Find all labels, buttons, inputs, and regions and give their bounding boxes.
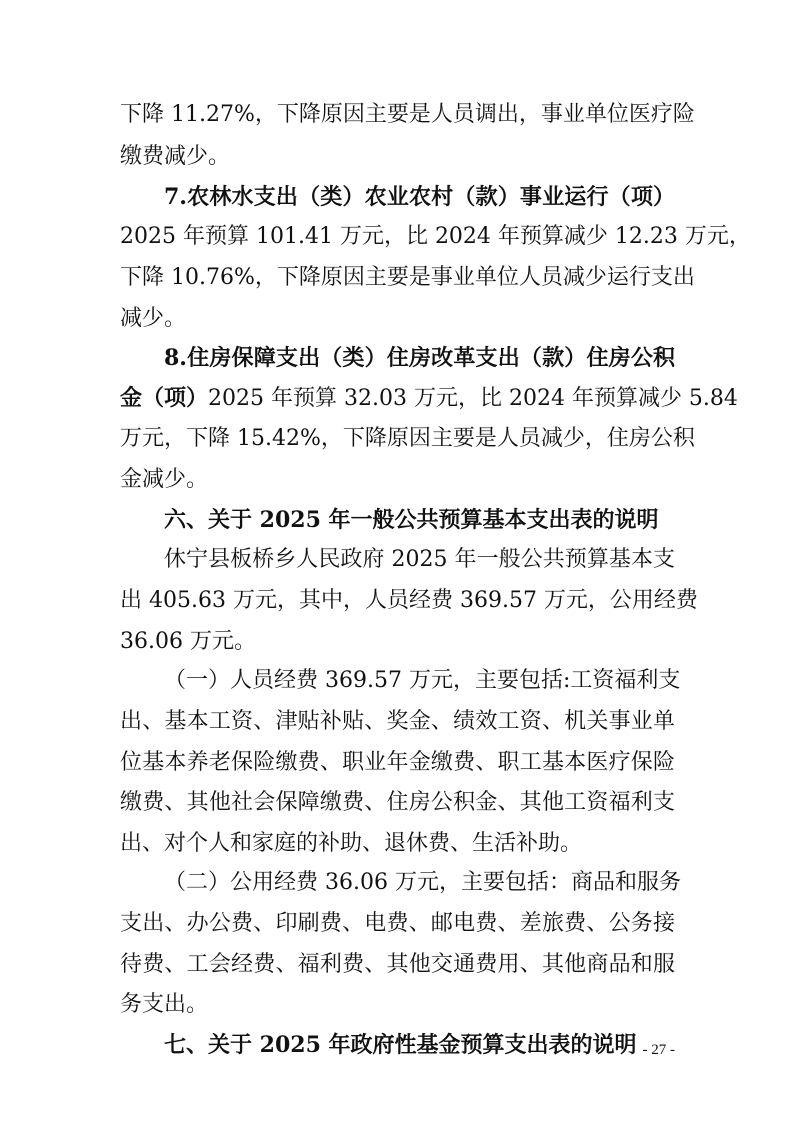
paragraph-line: 缴费减少。 <box>120 144 231 169</box>
paragraph-line <box>120 381 738 415</box>
paragraph-line: 支出、办公费、印刷费、电费、邮电费、差旅费、公务接 <box>120 911 675 936</box>
bold-prefix: 金（项） <box>120 385 209 411</box>
page-number: - 27 - <box>642 1042 675 1058</box>
paragraph-line: 缴费、其他社会保障缴费、住房公积金、其他工资福利支 <box>120 790 675 815</box>
line-text: 2025 年预算 32.03 万元，比 2024 年预算减少 5.84 <box>208 386 738 411</box>
section-heading-agriculture: 7.农林水支出（类）农业农村（款）事业运行（项） <box>164 184 675 210</box>
paragraph-line: 万元，下降 15.42%，下降原因主要是人员减少，住房公积 <box>120 426 695 451</box>
paragraph-line: 待费、工会经费、福利费、其他交通费用、其他商品和服 <box>120 952 675 977</box>
paragraph-line: 出、对个人和家庭的补助、退休费、生活补助。 <box>120 831 583 856</box>
paragraph-line: 下降 11.27%，下降原因主要是人员调出，事业单位医疗险 <box>120 102 695 127</box>
paragraph-line: 36.06 万元。 <box>120 629 256 654</box>
section-heading-housing: 8.住房保障支出（类）住房改革支出（款）住房公积 <box>164 345 675 371</box>
paragraph-line: 休宁县板桥乡人民政府 2025 年一般公共预算基本支 <box>164 547 675 572</box>
paragraph-line: 2025 年预算 101.41 万元，比 2024 年预算减少 12.23 万元， <box>120 224 751 249</box>
section-heading-fund-expenditure: 七、关于 2025 年政府性基金预算支出表的说明 <box>164 1032 637 1058</box>
paragraph-line: 位基本养老保险缴费、职业年金缴费、职工基本医疗保险 <box>120 750 675 775</box>
paragraph-line: 出、基本工资、津贴补贴、奖金、绩效工资、机关事业单 <box>120 709 675 734</box>
paragraph-line: 减少。 <box>120 306 187 331</box>
paragraph-line: 金减少。 <box>120 467 209 492</box>
paragraph-line: （一）人员经费 369.57 万元，主要包括:工资福利支 <box>164 668 681 693</box>
paragraph-line: （二）公用经费 36.06 万元，主要包括：商品和服务 <box>164 870 681 895</box>
paragraph-line: 务支出。 <box>120 992 209 1017</box>
paragraph-line: 出 405.63 万元，其中，人员经费 369.57 万元，公用经费 <box>120 588 698 613</box>
section-heading-basic-expenditure: 六、关于 2025 年一般公共预算基本支出表的说明 <box>164 507 659 533</box>
paragraph-line: 下降 10.76%，下降原因主要是事业单位人员减少运行支出 <box>120 265 695 290</box>
